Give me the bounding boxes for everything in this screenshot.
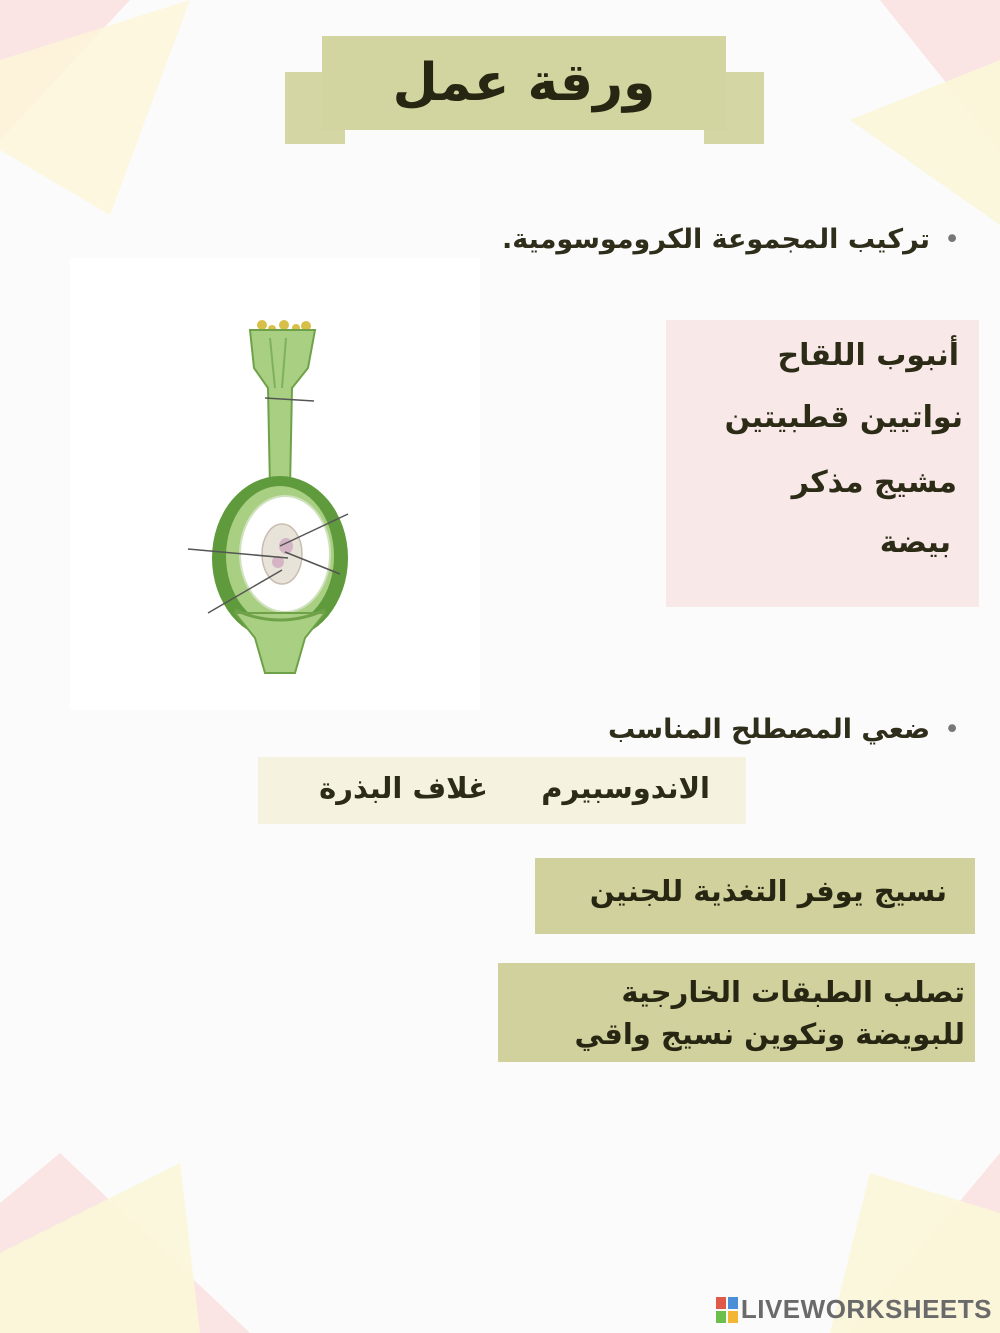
word-bank bbox=[258, 757, 746, 824]
term-draggable[interactable]: نواتيين قطبيتين bbox=[724, 400, 963, 435]
corner-decoration-top-right bbox=[820, 0, 1000, 230]
flower-pistil-cross-section-icon bbox=[70, 258, 480, 710]
definition-answer-box[interactable]: تصلب الطبقات الخارجية للبويضة وتكوين نسيج واقي bbox=[498, 963, 975, 1062]
terms-box bbox=[666, 320, 979, 607]
section2-heading: •ضعي المصطلح المناسب bbox=[607, 714, 960, 745]
liveworksheets-logo: LIVEWORKSHEETS bbox=[716, 1294, 992, 1325]
section1-heading: •تركيب المجموعة الكروموسومية. bbox=[502, 224, 960, 255]
definition-answer-box[interactable]: نسيج يوفر التغذية للجنين bbox=[535, 858, 975, 934]
term-draggable[interactable]: بيضة bbox=[879, 525, 951, 560]
term-draggable[interactable]: أنبوب اللقاح bbox=[777, 338, 959, 373]
corner-decoration-bottom-left bbox=[0, 1123, 250, 1333]
term-draggable[interactable]: مشيج مذكر bbox=[791, 465, 957, 500]
choice-option[interactable]: الاندوسبيرم bbox=[541, 771, 710, 805]
corner-decoration-top-left bbox=[0, 0, 200, 230]
liveworksheets-mark-icon bbox=[716, 1297, 738, 1323]
choice-option[interactable]: غلاف البذرة bbox=[319, 771, 488, 805]
title-banner bbox=[322, 36, 726, 130]
page-title: ورقة عمل bbox=[392, 53, 656, 113]
pistil-diagram bbox=[70, 258, 480, 710]
